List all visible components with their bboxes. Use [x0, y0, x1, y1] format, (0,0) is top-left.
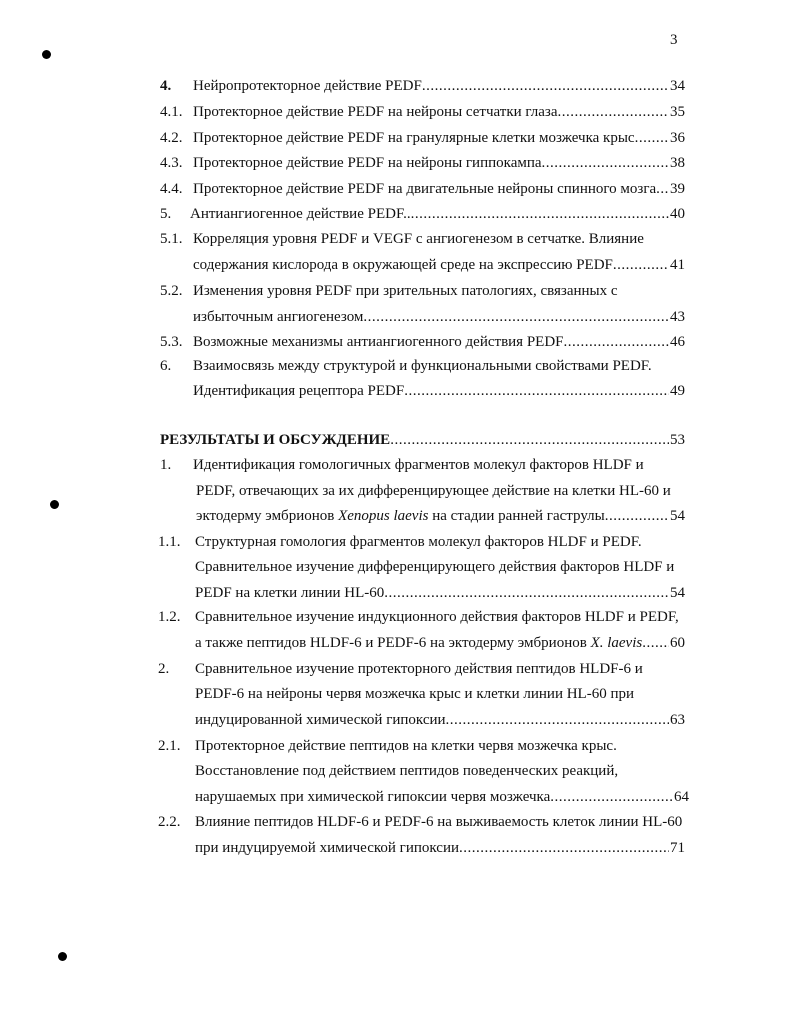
- entry-title-continued: PEDF-6 на нейроны червя мозжечка крыс и клетки линии HL-60 при: [195, 686, 635, 702]
- entry-number: 2.2.: [158, 814, 181, 830]
- toc-entry: [193, 128, 685, 148]
- entry-number: 1.: [160, 457, 172, 473]
- entry-page: 36: [670, 130, 685, 146]
- entry-title: Антиангиогенное действие PEDF..: [190, 206, 411, 222]
- toc-entry: [193, 153, 685, 173]
- entry-page: 34: [670, 78, 685, 94]
- entry-number: 4.: [160, 78, 172, 94]
- entry-title-continued: эктодерму эмбрионов: [196, 508, 335, 524]
- entry-title: Протекторное действие пептидов на клетки червя мозжечка крыс.: [195, 738, 617, 754]
- entry-title: Взаимосвязь между структурой и функциональными свойствами PEDF.: [193, 358, 652, 374]
- entry-page: 41: [670, 257, 685, 273]
- entry-number: 4.4.: [160, 181, 183, 197]
- entry-number: 6.: [160, 358, 172, 374]
- species-name: Xenopus laevis: [338, 508, 429, 524]
- entry-page: 63: [670, 712, 685, 728]
- toc-entry: [193, 179, 685, 199]
- entry-title-continued: при индуцируемой химической гипоксии: [195, 840, 459, 856]
- entry-number: 5.: [160, 206, 172, 222]
- entry-title: Изменения уровня PEDF при зрительных патологиях, связанных с: [193, 283, 618, 299]
- section-heading: РЕЗУЛЬТАТЫ И ОБСУЖДЕНИЕ: [160, 432, 391, 448]
- toc-entry: [190, 204, 685, 224]
- entry-page: 35: [670, 104, 685, 120]
- entry-page: 71: [670, 840, 685, 856]
- entry-page: 43: [670, 309, 685, 325]
- toc-entry: [195, 838, 685, 858]
- entry-number: 2.1.: [158, 738, 181, 754]
- entry-number: 5.1.: [160, 231, 183, 247]
- entry-title-continued: Восстановление под действием пептидов поведенческих реакций,: [195, 763, 619, 779]
- entry-page: 60: [670, 635, 685, 651]
- entry-title: Сравнительное изучение протекторного действия пептидов HLDF-6 и: [195, 661, 643, 677]
- page-number: 3: [670, 32, 678, 48]
- toc-entry: [195, 633, 685, 653]
- entry-page: 39: [670, 181, 685, 197]
- entry-title-continued: Сравнительное изучение дифференцирующего действия факторов HLDF и: [195, 559, 675, 575]
- section-heading-entry: [160, 430, 685, 450]
- entry-page: 49: [670, 383, 685, 399]
- entry-title: Корреляция уровня PEDF и VEGF с ангиогенезом в сетчатке. Влияние: [193, 231, 644, 247]
- entry-title-continued: PEDF на клетки линии HL-60: [195, 585, 385, 601]
- entry-number: 1.2.: [158, 609, 181, 625]
- entry-title: Возможные механизмы антиангиогенного действия PEDF: [193, 334, 564, 350]
- entry-title: Идентификация гомологичных фрагментов молекул факторов HLDF и: [193, 457, 644, 473]
- entry-page: 46: [670, 334, 685, 350]
- entry-title: Структурная гомология фрагментов молекул факторов HLDF и PEDF.: [195, 534, 642, 550]
- entry-title-continued: индуцированной химической гипоксии: [195, 712, 446, 728]
- entry-page: 40: [670, 206, 685, 222]
- entry-title: Влияние пептидов HLDF-6 и PEDF-6 на выживаемость клеток линии HL-60: [195, 814, 683, 830]
- entry-number: 4.1.: [160, 104, 183, 120]
- entry-number: 4.3.: [160, 155, 183, 171]
- toc-entry: [193, 332, 685, 352]
- toc-entry: [195, 710, 685, 730]
- entry-number: 1.1.: [158, 534, 181, 550]
- entry-page: 54: [670, 585, 685, 601]
- entry-title: Протекторное действие PEDF на двигательные нейроны спинного мозга: [193, 181, 657, 197]
- toc-entry: [193, 307, 685, 327]
- toc-entry: [195, 583, 685, 603]
- entry-title-continued: PEDF, отвечающих за их дифференцирующее действие на клетки HL-60 и: [196, 483, 671, 499]
- entry-number: 2.: [158, 661, 170, 677]
- entry-page: 64: [674, 789, 689, 805]
- toc-entry: [193, 102, 685, 122]
- species-name: X. laevis: [590, 635, 643, 651]
- toc-entry: [193, 255, 685, 275]
- toc-entry: [193, 381, 685, 401]
- entry-title: Протекторное действие PEDF на нейроны гиппокампа: [193, 155, 542, 171]
- entry-page: 53: [670, 432, 685, 448]
- toc-entry: [193, 76, 685, 96]
- entry-title-continued: а также пептидов HLDF-6 и PEDF-6 на эктодерму эмбрионов: [195, 635, 587, 651]
- entry-number: 5.2.: [160, 283, 183, 299]
- entry-title-continued: содержания кислорода в окружающей среде на экспрессию PEDF: [193, 257, 613, 273]
- toc-entry: [196, 506, 685, 526]
- entry-title: Протекторное действие PEDF на нейроны сетчатки глаза: [193, 104, 558, 120]
- entry-page: 54: [670, 508, 685, 524]
- entry-page: 38: [670, 155, 685, 171]
- entry-number: 5.3.: [160, 334, 183, 350]
- entry-title: Нейропротекторное действие PEDF: [193, 78, 422, 94]
- entry-title-continued: нарушаемых при химической гипоксии червя мозжечка: [195, 789, 551, 805]
- entry-title-continued: Идентификация рецептора PEDF: [193, 383, 405, 399]
- entry-number: 4.2.: [160, 130, 183, 146]
- entry-title-continued: на стадии ранней гаструлы: [432, 508, 605, 524]
- entry-title: Протекторное действие PEDF на гранулярные клетки мозжечка крыс: [193, 130, 635, 146]
- entry-title-continued: избыточным ангиогенезом: [193, 309, 364, 325]
- toc-entry: [195, 787, 689, 807]
- entry-title: Сравнительное изучение индукционного действия факторов HLDF и PEDF,: [195, 609, 679, 625]
